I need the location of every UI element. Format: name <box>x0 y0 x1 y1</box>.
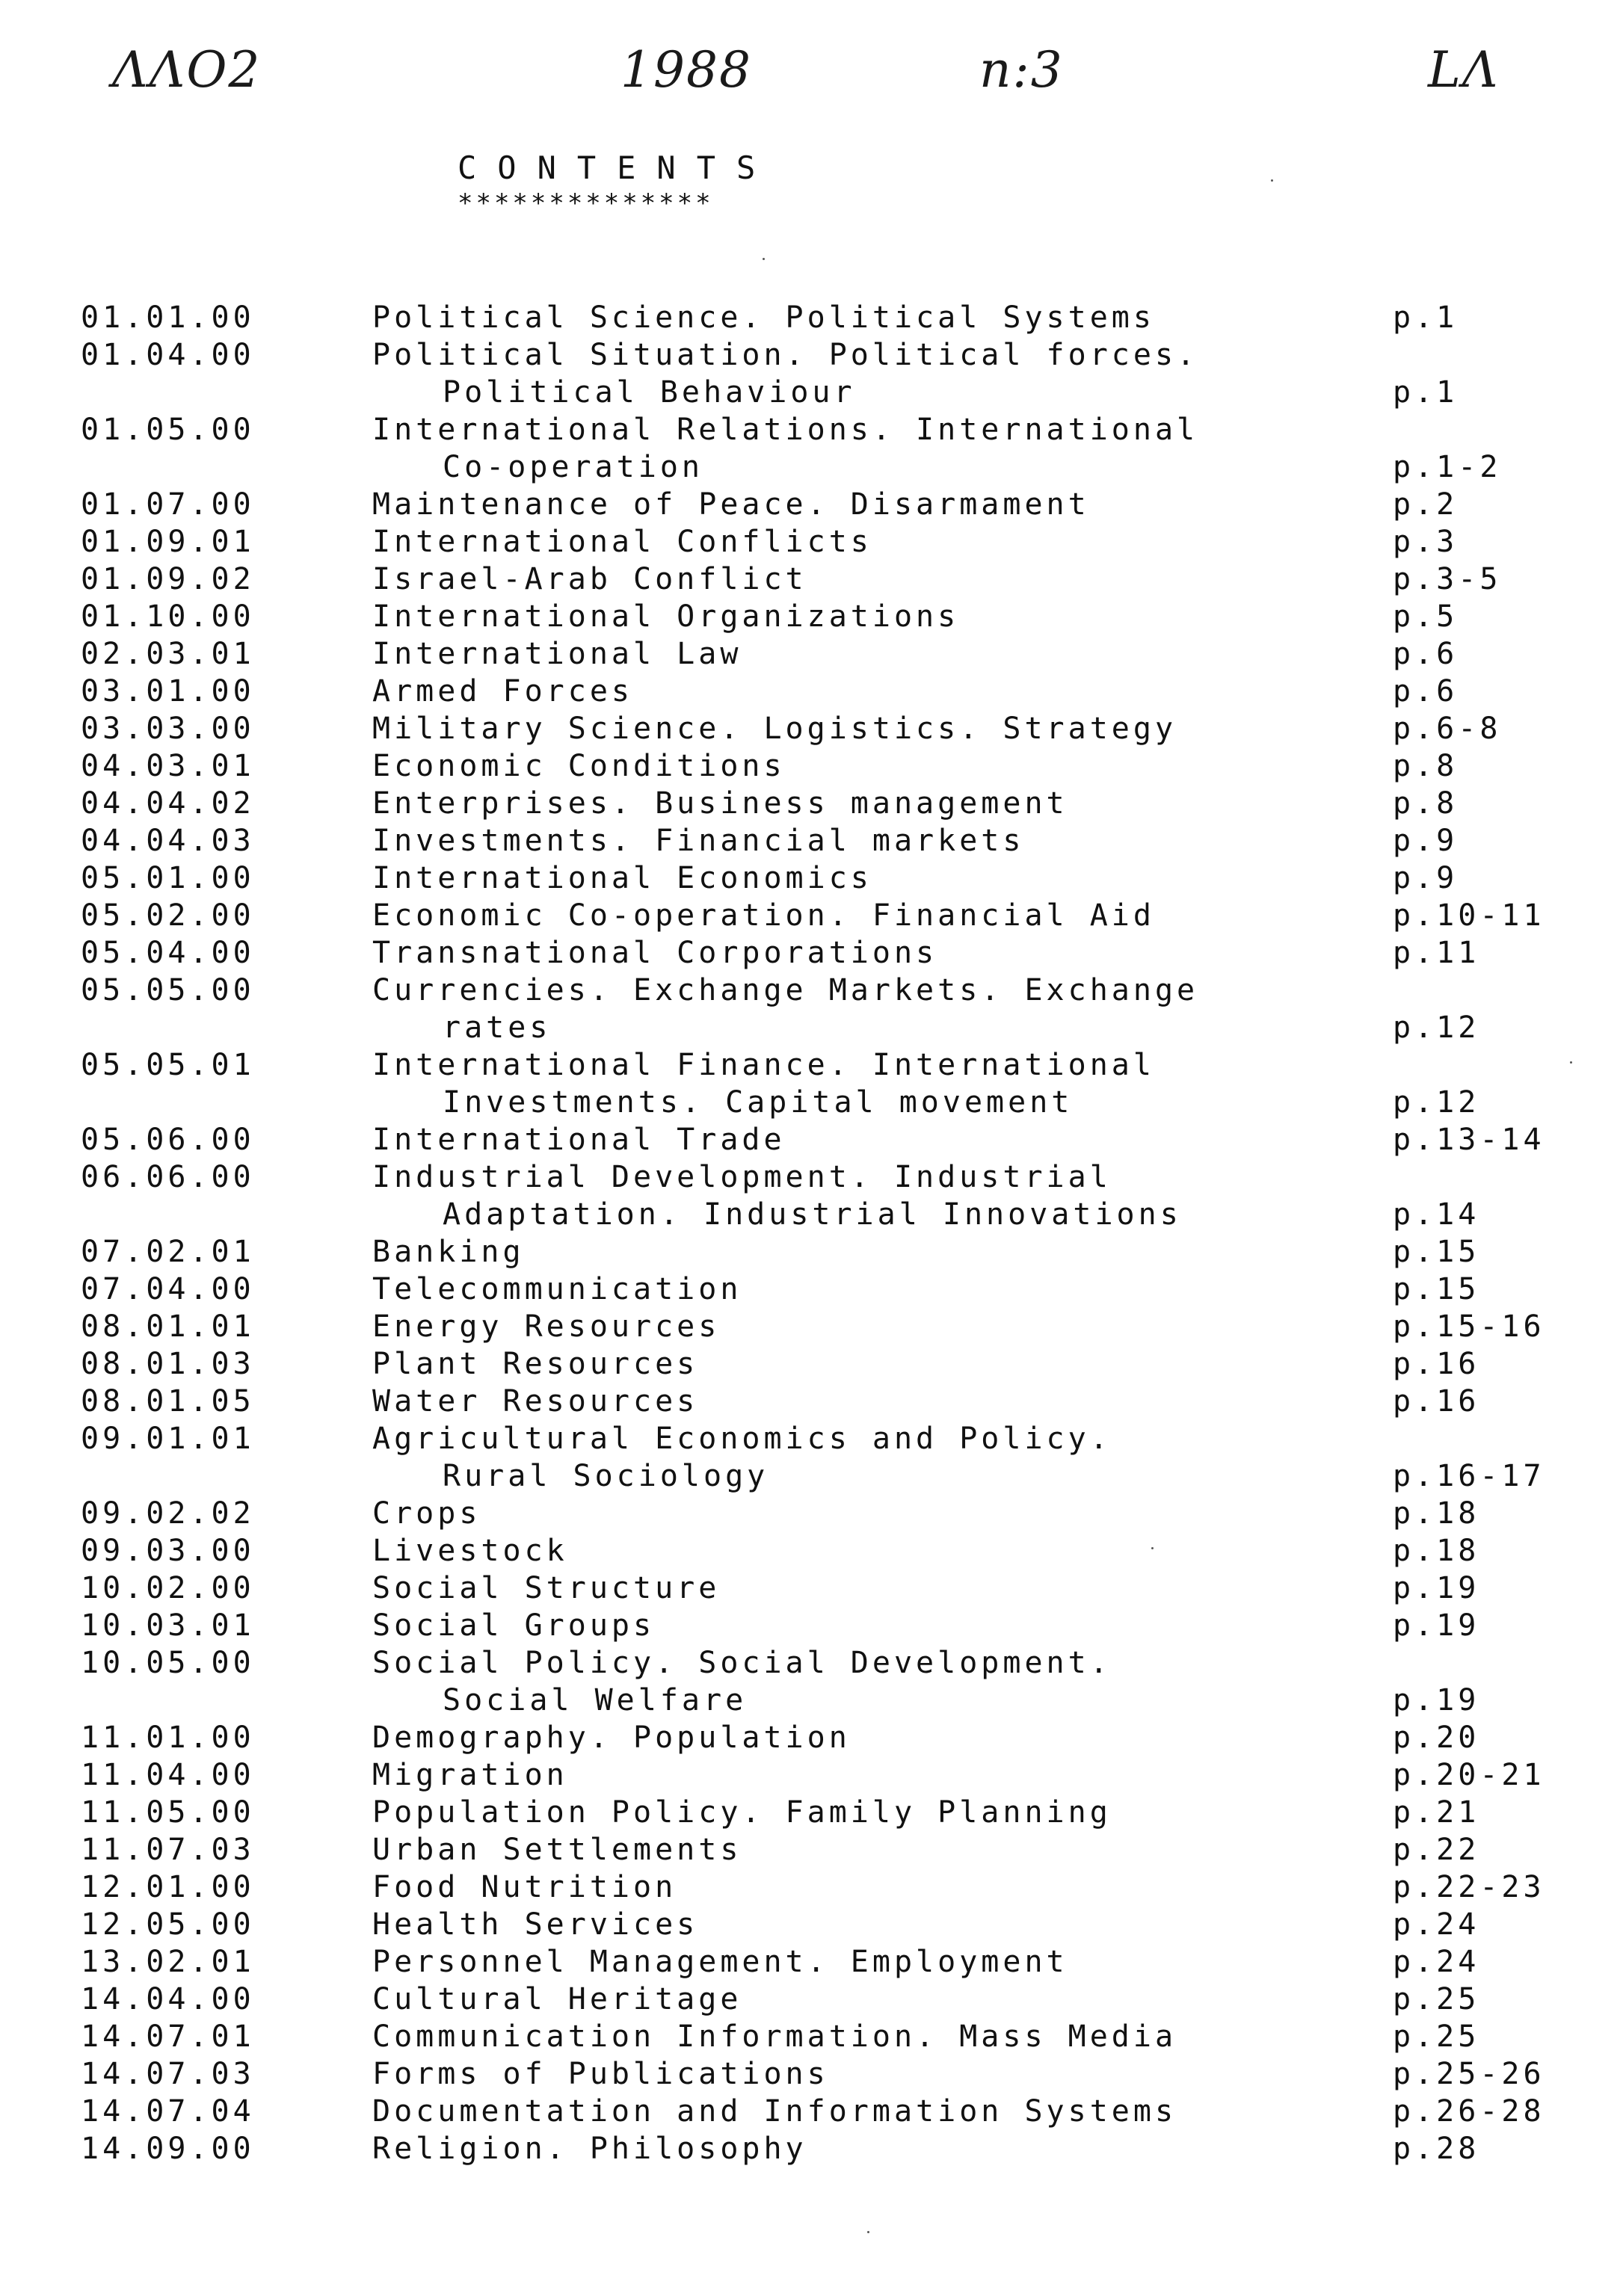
toc-entry-page: p.15 <box>1393 1272 1480 1306</box>
toc-entry-page: p.12 <box>1393 1085 1480 1120</box>
toc-entry-title: Cultural Heritage <box>372 1982 742 2016</box>
toc-entry-title: Urban Settlements <box>372 1833 742 1867</box>
toc-entry-page: p.8 <box>1393 749 1459 783</box>
toc-entry <box>81 972 1583 1046</box>
toc-entry <box>81 1981 1583 2018</box>
toc-entry-title: Crops <box>372 1496 481 1531</box>
toc-entry <box>81 1607 1583 1644</box>
toc-entry-code: 01.04.00 <box>81 338 255 372</box>
toc-entry-page: p.9 <box>1393 861 1459 895</box>
toc-entry-page: p.19 <box>1393 1608 1480 1643</box>
toc-entry <box>81 934 1583 972</box>
page-title: CONTENTS <box>458 149 777 186</box>
toc-entry <box>81 1794 1583 1831</box>
toc-entry-code: 05.04.00 <box>81 936 255 970</box>
toc-entry <box>81 598 1583 635</box>
toc-entry-page: p.15-16 <box>1393 1309 1545 1344</box>
toc-entry <box>81 747 1583 785</box>
toc-entry <box>81 411 1583 486</box>
toc-entry-code: 11.04.00 <box>81 1758 255 1792</box>
toc-entry-code: 01.09.01 <box>81 525 255 559</box>
toc-entry-code: 01.10.00 <box>81 599 255 634</box>
toc-entry <box>81 1420 1583 1495</box>
toc-entry-page: p.12 <box>1393 1010 1480 1045</box>
toc-entry-page: p.14 <box>1393 1197 1480 1232</box>
toc-entry <box>81 1233 1583 1271</box>
toc-entry-page: p.21 <box>1393 1795 1480 1830</box>
title-underline: ************** <box>458 188 714 218</box>
toc-entry <box>81 1644 1583 1719</box>
toc-entry-page: p.25 <box>1393 2019 1480 2054</box>
toc-entry <box>81 673 1583 710</box>
toc-entry-title-continued: Political Behaviour <box>443 375 856 410</box>
toc-entry-title: International Conflicts <box>372 525 872 559</box>
toc-entry-code: 05.05.01 <box>81 1048 255 1082</box>
toc-entry-title-continued: Social Welfare <box>443 1683 748 1718</box>
toc-entry-title-continued: Rural Sociology <box>443 1459 769 1493</box>
toc-entry-code: 05.02.00 <box>81 898 255 933</box>
toc-entry <box>81 1158 1583 1233</box>
toc-entry-title: Agricultural Economics and Policy. <box>372 1422 1112 1456</box>
toc-entry-page: p.10-11 <box>1393 898 1545 933</box>
toc-entry-code: 13.02.01 <box>81 1945 255 1979</box>
toc-entry-code: 08.01.01 <box>81 1309 255 1344</box>
toc-entry-page: p.2 <box>1393 487 1459 522</box>
toc-entry-page: p.18 <box>1393 1534 1480 1568</box>
scan-speck <box>1570 1061 1572 1064</box>
toc-entry <box>81 1495 1583 1532</box>
toc-entry-code: 14.04.00 <box>81 1982 255 2016</box>
toc-entry-code: 07.02.01 <box>81 1235 255 1269</box>
toc-entry-title: Documentation and Information Systems <box>372 2094 1177 2129</box>
toc-entry-code: 09.03.00 <box>81 1534 255 1568</box>
toc-entry-page: p.1-2 <box>1393 450 1502 484</box>
toc-entry-title-continued: rates <box>443 1010 552 1045</box>
toc-entry-page: p.28 <box>1393 2132 1480 2166</box>
toc-entry-title: Water Resources <box>372 1384 699 1419</box>
toc-entry-page: p.8 <box>1393 786 1459 821</box>
toc-entry-code: 10.02.00 <box>81 1571 255 1605</box>
toc-entry-code: 03.03.00 <box>81 712 255 746</box>
toc-entry-page: p.16 <box>1393 1384 1480 1419</box>
toc-entry-title: Maintenance of Peace. Disarmament <box>372 487 1090 522</box>
scan-speck <box>763 258 765 260</box>
toc-entry-title: Livestock <box>372 1534 568 1568</box>
toc-entry <box>81 486 1583 523</box>
toc-entry-code: 04.04.02 <box>81 786 255 821</box>
toc-entry <box>81 860 1583 897</box>
toc-entry-title: Food Nutrition <box>372 1870 677 1904</box>
toc-entry-page: p.1 <box>1393 375 1459 410</box>
toc-entry-code: 09.01.01 <box>81 1422 255 1456</box>
toc-entry <box>81 785 1583 822</box>
toc-entry-page: p.19 <box>1393 1571 1480 1605</box>
toc-entry-code: 12.01.00 <box>81 1870 255 1904</box>
toc-entry <box>81 2093 1583 2130</box>
toc-entry <box>81 1570 1583 1607</box>
toc-entry-code: 11.05.00 <box>81 1795 255 1830</box>
toc-entry-page: p.18 <box>1393 1496 1480 1531</box>
toc-entry-title: Social Groups <box>372 1608 656 1643</box>
toc-entry <box>81 1345 1583 1383</box>
toc-entry-title: International Finance. International <box>372 1048 1155 1082</box>
toc-entry-page: p.22-23 <box>1393 1870 1545 1904</box>
toc-entry-title: Telecommunication <box>372 1272 742 1306</box>
toc-entry-title: Military Science. Logistics. Strategy <box>372 712 1177 746</box>
toc-entry-page: p.5 <box>1393 599 1459 634</box>
toc-entry-code: 10.05.00 <box>81 1646 255 1680</box>
toc-entry-title: Economic Co-operation. Financial Aid <box>372 898 1155 933</box>
toc-entry <box>81 1943 1583 1981</box>
toc-entry-page: p.6-8 <box>1393 712 1502 746</box>
toc-entry-title: Plant Resources <box>372 1347 699 1381</box>
handwritten-annotation-4: LΛ <box>1428 41 1500 99</box>
toc-entry-title: International Trade <box>372 1123 786 1157</box>
toc-entry-title: International Relations. International <box>372 413 1199 447</box>
toc-entry-code: 05.06.00 <box>81 1123 255 1157</box>
toc-entry-page: p.25-26 <box>1393 2057 1545 2091</box>
toc-entry-code: 08.01.05 <box>81 1384 255 1419</box>
toc-entry-page: p.9 <box>1393 824 1459 858</box>
table-of-contents <box>81 299 1583 2167</box>
toc-entry <box>81 1868 1583 1906</box>
toc-entry-title: Personnel Management. Employment <box>372 1945 1068 1979</box>
toc-entry-title: Banking <box>372 1235 525 1269</box>
toc-entry-code: 01.01.00 <box>81 300 255 335</box>
toc-entry-title: Forms of Publications <box>372 2057 829 2091</box>
toc-entry-title: Armed Forces <box>372 674 633 709</box>
toc-entry-code: 10.03.01 <box>81 1608 255 1643</box>
toc-entry-title: Industrial Development. Industrial <box>372 1160 1112 1194</box>
toc-entry-title: Economic Conditions <box>372 749 786 783</box>
toc-entry-page: p.22 <box>1393 1833 1480 1867</box>
toc-entry <box>81 1831 1583 1868</box>
toc-entry <box>81 2130 1583 2167</box>
toc-entry <box>81 1121 1583 1158</box>
toc-entry-page: p.24 <box>1393 1907 1480 1942</box>
toc-entry <box>81 2055 1583 2093</box>
toc-entry <box>81 897 1583 934</box>
toc-entry-title: Population Policy. Family Planning <box>372 1795 1112 1830</box>
toc-entry-page: p.25 <box>1393 1982 1480 2016</box>
toc-entry-code: 02.03.01 <box>81 637 255 671</box>
toc-entry-code: 05.01.00 <box>81 861 255 895</box>
toc-entry-page: p.19 <box>1393 1683 1480 1718</box>
toc-entry-page: p.3 <box>1393 525 1459 559</box>
toc-entry-code: 04.04.03 <box>81 824 255 858</box>
toc-entry <box>81 1719 1583 1756</box>
toc-entry-title: Energy Resources <box>372 1309 721 1344</box>
toc-entry-title: Demography. Population <box>372 1721 851 1755</box>
toc-entry-page: p.16-17 <box>1393 1459 1545 1493</box>
toc-entry-code: 08.01.03 <box>81 1347 255 1381</box>
toc-entry-code: 03.01.00 <box>81 674 255 709</box>
toc-entry-code: 14.07.01 <box>81 2019 255 2054</box>
toc-entry-page: p.3-5 <box>1393 562 1502 596</box>
toc-entry <box>81 1046 1583 1121</box>
toc-entry-page: p.15 <box>1393 1235 1480 1269</box>
toc-entry-code: 11.01.00 <box>81 1721 255 1755</box>
handwritten-annotation-1: ΛΛΟ2 <box>112 41 262 99</box>
toc-entry <box>81 710 1583 747</box>
toc-entry-title: Political Situation. Political forces. <box>372 338 1199 372</box>
toc-entry-code: 01.09.02 <box>81 562 255 596</box>
toc-entry-page: p.1 <box>1393 300 1459 335</box>
handwritten-annotation-number: n:3 <box>979 41 1064 99</box>
scan-speck <box>867 2231 869 2233</box>
handwritten-annotation-year: 1988 <box>620 41 752 99</box>
toc-entry-title: Religion. Philosophy <box>372 2132 807 2166</box>
toc-entry-title: Migration <box>372 1758 568 1792</box>
toc-entry-page: p.11 <box>1393 936 1480 970</box>
toc-entry <box>81 1756 1583 1794</box>
toc-entry-title: International Law <box>372 637 742 671</box>
toc-entry-page: p.20-21 <box>1393 1758 1545 1792</box>
toc-entry-page: p.24 <box>1393 1945 1480 1979</box>
toc-entry-title: Investments. Financial markets <box>372 824 1025 858</box>
toc-entry-code: 14.07.04 <box>81 2094 255 2129</box>
toc-entry-title: Political Science. Political Systems <box>372 300 1155 335</box>
scan-speck <box>1151 1547 1154 1549</box>
toc-entry-title-continued: Adaptation. Industrial Innovations <box>443 1197 1182 1232</box>
toc-entry-title: Israel-Arab Conflict <box>372 562 807 596</box>
toc-entry-page: p.6 <box>1393 637 1459 671</box>
toc-entry <box>81 1271 1583 1308</box>
toc-entry-page: p.16 <box>1393 1347 1480 1381</box>
toc-entry <box>81 336 1583 411</box>
toc-entry-title-continued: Co-operation <box>443 450 703 484</box>
toc-entry-title: Health Services <box>372 1907 699 1942</box>
toc-entry-page: p.26-28 <box>1393 2094 1545 2129</box>
toc-entry <box>81 299 1583 336</box>
toc-entry-code: 07.04.00 <box>81 1272 255 1306</box>
toc-entry-code: 05.05.00 <box>81 973 255 1007</box>
toc-entry-title: Communication Information. Mass Media <box>372 2019 1177 2054</box>
toc-entry-code: 12.05.00 <box>81 1907 255 1942</box>
toc-entry <box>81 1383 1583 1420</box>
toc-entry-title: International Organizations <box>372 599 960 634</box>
toc-entry-code: 01.07.00 <box>81 487 255 522</box>
toc-entry-title: Enterprises. Business management <box>372 786 1068 821</box>
toc-entry-code: 14.09.00 <box>81 2132 255 2166</box>
toc-entry-code: 14.07.03 <box>81 2057 255 2091</box>
toc-entry-code: 04.03.01 <box>81 749 255 783</box>
toc-entry <box>81 822 1583 860</box>
toc-entry-code: 06.06.00 <box>81 1160 255 1194</box>
toc-entry-page: p.6 <box>1393 674 1459 709</box>
toc-entry-title: Currencies. Exchange Markets. Exchange <box>372 973 1199 1007</box>
toc-entry-title: Social Structure <box>372 1571 721 1605</box>
toc-entry <box>81 561 1583 598</box>
toc-entry <box>81 635 1583 673</box>
toc-entry <box>81 1906 1583 1943</box>
toc-entry <box>81 523 1583 561</box>
toc-entry <box>81 2018 1583 2055</box>
toc-entry-page: p.13-14 <box>1393 1123 1545 1157</box>
toc-entry <box>81 1308 1583 1345</box>
toc-entry-page: p.20 <box>1393 1721 1480 1755</box>
toc-entry-title: International Economics <box>372 861 872 895</box>
toc-entry-code: 01.05.00 <box>81 413 255 447</box>
toc-entry-code: 11.07.03 <box>81 1833 255 1867</box>
toc-entry-title-continued: Investments. Capital movement <box>443 1085 1074 1120</box>
toc-entry <box>81 1532 1583 1570</box>
scan-speck <box>1271 179 1273 182</box>
toc-entry-title: Transnational Corporations <box>372 936 938 970</box>
toc-entry-title: Social Policy. Social Development. <box>372 1646 1112 1680</box>
toc-entry-code: 09.02.02 <box>81 1496 255 1531</box>
